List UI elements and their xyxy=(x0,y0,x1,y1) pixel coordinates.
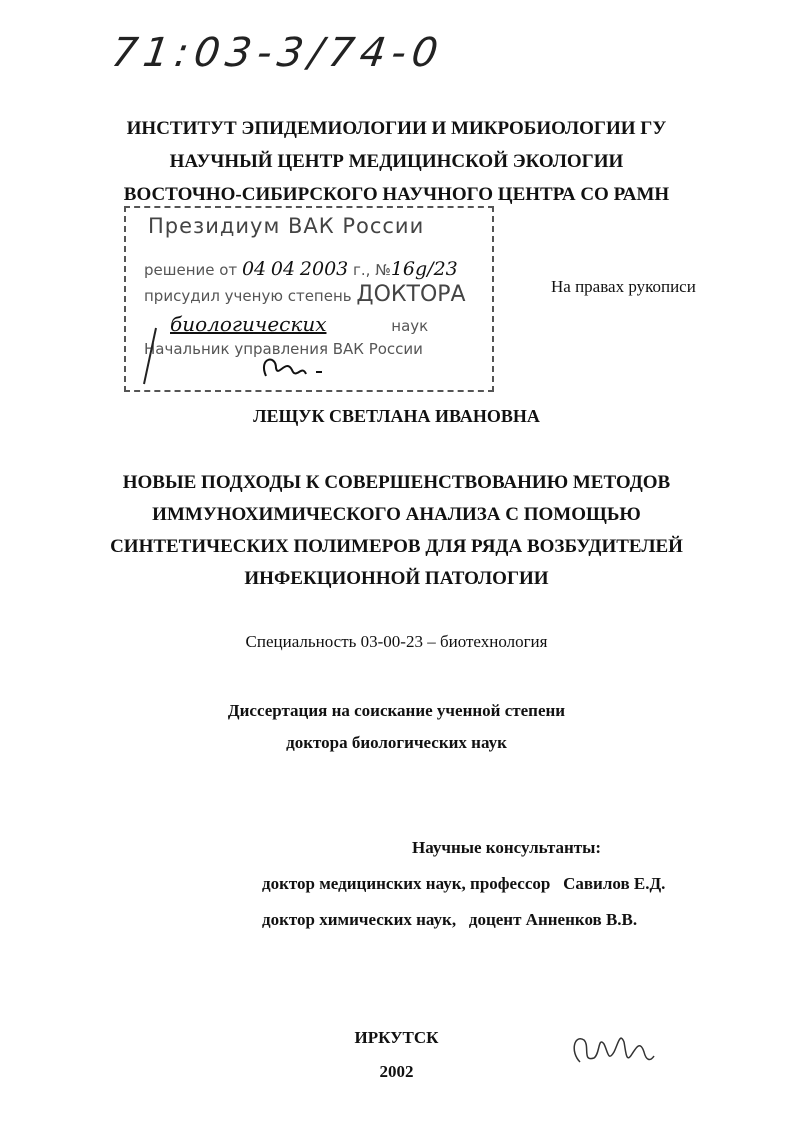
stamp-number: 16g/23 xyxy=(390,258,458,280)
stamp-year: 2003 xyxy=(299,258,349,280)
stamp-scribbles xyxy=(126,208,496,394)
consultants xyxy=(262,830,665,938)
stamp-degree: ДОКТОРА xyxy=(356,282,466,307)
vak-stamp xyxy=(124,206,494,392)
stamp-signature xyxy=(264,360,306,376)
city: ИРКУТСК xyxy=(354,1028,439,1047)
dissertation-line-1: Диссертация на соискание ученной степени xyxy=(227,701,566,720)
stamp-number-prefix: г., № xyxy=(353,261,391,279)
stamp-field: биологических xyxy=(170,312,327,336)
signature-bottom xyxy=(568,1022,658,1074)
dissertation-line-2: доктора биологических наук xyxy=(286,733,507,752)
institution-line-2: НАУЧНЫЙ ЦЕНТР МЕДИЦИНСКОЙ ЭКОЛОГИИ xyxy=(169,151,624,172)
city-year xyxy=(0,1021,793,1089)
title-line-2: ИММУНОХИМИЧЕСКОГО АНАЛИЗА С ПОМОЩЬЮ xyxy=(152,504,641,525)
institution-line-3: ВОСТОЧНО-СИБИРСКОГО НАУЧНОГО ЦЕНТРА СО РАМН xyxy=(123,184,670,205)
institution-header xyxy=(0,112,793,211)
stamp-title: Президиум ВАК России xyxy=(148,214,425,238)
stamp-month: 04 xyxy=(270,258,296,280)
stamp-awarded-prefix: присудил ученую степень xyxy=(144,287,352,305)
stamp-field-suffix: наук xyxy=(391,317,429,335)
consultant-2: доктор химических наук, доцент Анненков В.В. xyxy=(262,910,638,929)
dissertation-type xyxy=(0,695,793,759)
stamp-decision-prefix: решение от xyxy=(144,261,238,279)
stamp-day: 04 xyxy=(241,258,267,280)
stamp-margin-slash xyxy=(144,328,156,384)
consultant-1: доктор медицинских наук, профессор Савилов Е.Д. xyxy=(262,874,666,893)
author-name: ЛЕЩУК СВЕТЛАНА ИВАНОВНА xyxy=(253,406,540,426)
stamp-head: Начальник управления ВАК России xyxy=(144,340,423,358)
consultants-header: Научные консультанты: xyxy=(412,838,602,857)
title-line-1: НОВЫЕ ПОДХОДЫ К СОВЕРШЕНСТВОВАНИЮ МЕТОДОВ xyxy=(122,472,671,493)
specialty: Специальность 03-00-23 – биотехнология xyxy=(245,632,548,651)
title-line-4: ИНФЕКЦИОННОЙ ПАТОЛОГИИ xyxy=(244,568,549,589)
title-line-3: СИНТЕТИЧЕСКИХ ПОЛИМЕРОВ ДЛЯ РЯДА ВОЗБУДИТЕЛЕЙ xyxy=(110,536,683,557)
archive-code: 71:03-3/74-0 xyxy=(108,30,447,76)
rights-note: На правах рукописи xyxy=(551,277,696,296)
institution-line-1: ИНСТИТУТ ЭПИДЕМИОЛОГИИ И МИКРОБИОЛОГИИ ГУ xyxy=(126,118,667,139)
year: 2002 xyxy=(379,1062,414,1081)
dissertation-title xyxy=(0,467,793,595)
